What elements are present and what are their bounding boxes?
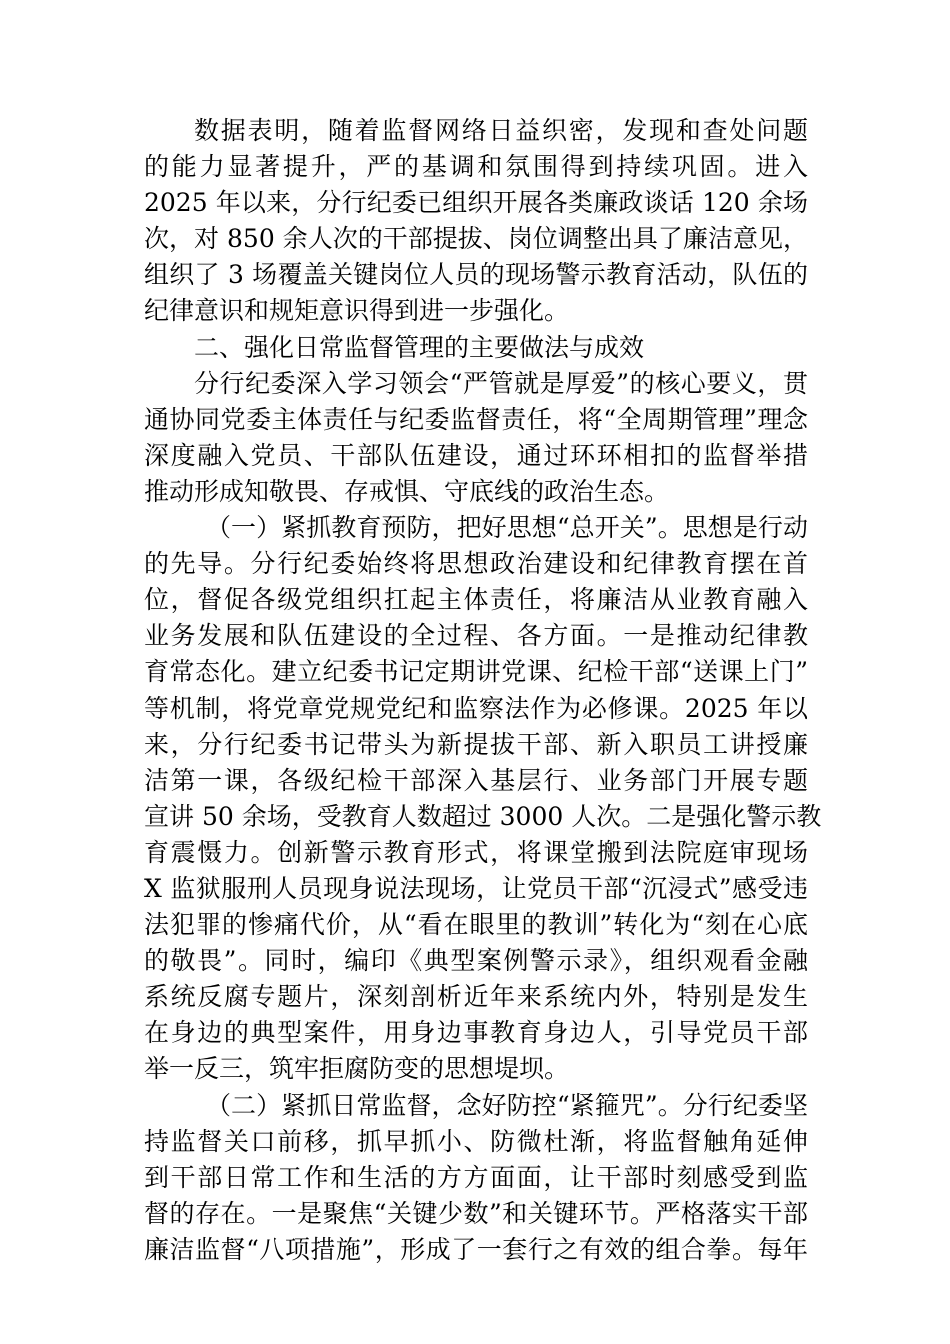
text-line: 通协同党委主体责任与纪委监督责任，将“全周期管理”理念 xyxy=(144,404,808,434)
text-line: 举一反三，筑牢拒腐防变的思想堤坝。 xyxy=(144,1054,570,1084)
text-line: 育震慑力。创新警示教育形式，将课堂搬到法院庭审现场 xyxy=(144,837,808,867)
text-line: 业务发展和队伍建设的全过程、各方面。一是推动纪律教 xyxy=(144,621,808,651)
text-line: 纪律意识和规矩意识得到进一步强化。 xyxy=(144,296,570,326)
text-line: 的先导。分行纪委始终将思想政治建设和纪律教育摆在首 xyxy=(144,549,808,579)
text-line: 的敬畏”。同时，编印《典型案例警示录》，组织观看金融 xyxy=(144,946,808,976)
paragraph-intro xyxy=(144,366,808,510)
text-line: 廉洁监督“八项措施”，形成了一套行之有效的组合拳。每年 xyxy=(144,1234,808,1264)
text-line: 在身边的典型案件，用身边事教育身边人，引导党员干部 xyxy=(144,1018,808,1048)
text-line: （二）紧抓日常监督，念好防控“紧箍咒”。分行纪委坚 xyxy=(206,1090,808,1120)
text-line: 督的存在。一是聚焦“关键少数”和关键环节。严格落实干部 xyxy=(144,1198,808,1228)
paragraph-education-prevention xyxy=(144,510,822,1088)
section-heading xyxy=(144,330,808,366)
text-line: 育常态化。建立纪委书记定期讲党课、纪检干部“送课上门” xyxy=(144,657,808,687)
text-line: 分行纪委深入学习领会“严管就是厚爱”的核心要义，贯 xyxy=(194,368,808,398)
text-line: 数据表明，随着监督网络日益织密，发现和查处问题 xyxy=(194,116,808,145)
paragraph-data-summary xyxy=(144,113,808,330)
document-page xyxy=(144,113,822,1268)
text-line: 宣讲 50 余场，受教育人数超过 3000 人次。二是强化警示教 xyxy=(144,801,822,831)
text-line: 持监督关口前移，抓早抓小、防微杜渐，将监督触角延伸 xyxy=(144,1126,808,1156)
text-line: （一）紧抓教育预防，把好思想“总开关”。思想是行动 xyxy=(206,513,808,543)
text-line: X 监狱服刑人员现身说法现场，让党员干部“沉浸式”感受违 xyxy=(144,873,808,903)
text-line: 到干部日常工作和生活的方方面面，让干部时刻感受到监 xyxy=(144,1162,808,1192)
text-line: 的能力显著提升，严的基调和氛围得到持续巩固。进入 xyxy=(144,152,808,182)
text-line: 深度融入党员、干部队伍建设，通过环环相扣的监督举措 xyxy=(144,440,808,470)
text-line: 洁第一课，各级纪检干部深入基层行、业务部门开展专题 xyxy=(144,765,808,795)
text-line: 组织了 3 场覆盖关键岗位人员的现场警示教育活动，队伍的 xyxy=(144,260,808,290)
text-line: 法犯罪的惨痛代价，从“看在眼里的教训”转化为“刻在心底 xyxy=(144,910,808,940)
text-line: 位，督促各级党组织扛起主体责任，将廉洁从业教育融入 xyxy=(144,585,808,615)
text-line: 来，分行纪委书记带头为新提拔干部、新入职员工讲授廉 xyxy=(144,729,808,759)
heading-text: 二、强化日常监督管理的主要做法与成效 xyxy=(194,332,645,362)
text-line: 2025 年以来，分行纪委已组织开展各类廉政谈话 120 余场 xyxy=(144,188,808,218)
text-line: 次，对 850 余人次的干部提拔、岗位调整出具了廉洁意见， xyxy=(144,224,808,254)
text-line: 推动形成知敬畏、存戒惧、守底线的政治生态。 xyxy=(144,476,670,506)
paragraph-daily-supervision xyxy=(144,1088,808,1268)
text-line: 等机制，将党章党规党纪和监察法作为必修课。2025 年以 xyxy=(144,693,808,723)
text-line: 系统反腐专题片，深刻剖析近年来系统内外，特别是发生 xyxy=(144,982,808,1012)
